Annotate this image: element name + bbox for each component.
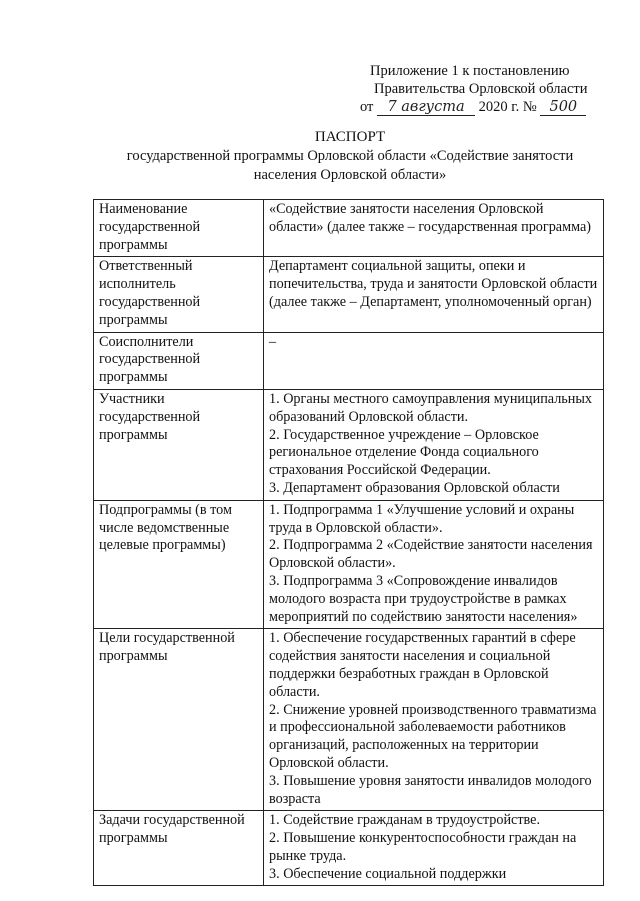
handwritten-date: 7 августа: [377, 99, 475, 116]
row-label: Подпрограммы (в том числе ведомственные целевые программы): [94, 500, 264, 629]
row-item: 2. Снижение уровней производственного травматизма и профессиональной заболеваемости работников организаций, расположенных на территории Орловской области.: [269, 701, 597, 771]
table-row: [94, 200, 604, 257]
row-item: Департамент социальной защиты, опеки и попечительства, труда и занятости Орловской области (далее также – Департамент, уполномоченный орган): [269, 258, 598, 310]
row-item: 2. Повышение конкурентоспособности граждан на рынке труда.: [269, 830, 577, 864]
table-row: [94, 629, 604, 811]
row-value: [264, 389, 604, 500]
row-item: –: [269, 333, 277, 350]
row-label: Задачи государственной программы: [94, 811, 264, 886]
table-row: [94, 500, 604, 629]
row-value: [264, 332, 604, 389]
table-row: [94, 389, 604, 500]
row-value: [264, 500, 604, 629]
row-label: Ответственный исполнитель государственной программы: [94, 257, 264, 332]
row-item: 2. Государственное учреждение – Орловское региональное отделение Фонда социального страхования Российской Федерации.: [269, 426, 539, 479]
appendix-from: от: [360, 99, 374, 115]
row-item: 1. Подпрограмма 1 «Улучшение условий и охраны труда в Орловской области».: [269, 501, 575, 536]
row-item: 3. Обеспечение социальной поддержки: [269, 865, 507, 882]
row-label: Участники государственной программы: [94, 389, 264, 500]
handwritten-number: 500: [540, 99, 586, 116]
row-item: 1. Обеспечение государственных гарантий в сфере содействия занятости населения и социальной поддержки безработных граждан в Орловской области.: [269, 630, 576, 700]
document-title: ПАСПОРТ: [314, 129, 386, 145]
row-item: 1. Органы местного самоуправления муниципальных образований Орловской области.: [269, 390, 592, 425]
row-item: 3. Повышение уровня занятости инвалидов молодого возраста: [269, 772, 592, 807]
passport-table: [93, 199, 604, 886]
document-subtitle: государственной программы Орловской области «Содействие занятости населения Орловской области»: [126, 148, 574, 183]
appendix-block: [360, 62, 620, 116]
row-value: [264, 257, 604, 332]
row-label: Соисполнители государственной программы: [94, 332, 264, 389]
appendix-year-number: 2020 г. №: [478, 99, 537, 115]
table-row: [94, 257, 604, 332]
document-heading: [100, 128, 600, 185]
row-value: [264, 629, 604, 811]
row-value: [264, 200, 604, 257]
appendix-line-1: Приложение 1 к постановлению: [370, 63, 570, 79]
row-item: 1. Содействие гражданам в трудоустройстве.: [269, 812, 541, 829]
row-item: 2. Подпрограмма 2 «Содействие занятости населения Орловской области».: [269, 537, 593, 572]
row-item: «Содействие занятости населения Орловской области» (далее также – государственная программа): [269, 201, 591, 235]
table-row: [94, 332, 604, 389]
row-item: 3. Подпрограмма 3 «Сопровождение инвалидов молодого возраста при трудоустройстве в рамках мероприятий по содействию занятости населения»: [269, 572, 578, 625]
row-item: 3. Департамент образования Орловской области: [269, 479, 560, 496]
table-row: [94, 811, 604, 886]
appendix-date-line: [360, 98, 620, 116]
appendix-line-2: Правительства Орловской области: [374, 81, 588, 97]
row-value: [264, 811, 604, 886]
row-label: Цели государственной программы: [94, 629, 264, 811]
row-label: Наименование государственной программы: [94, 200, 264, 257]
